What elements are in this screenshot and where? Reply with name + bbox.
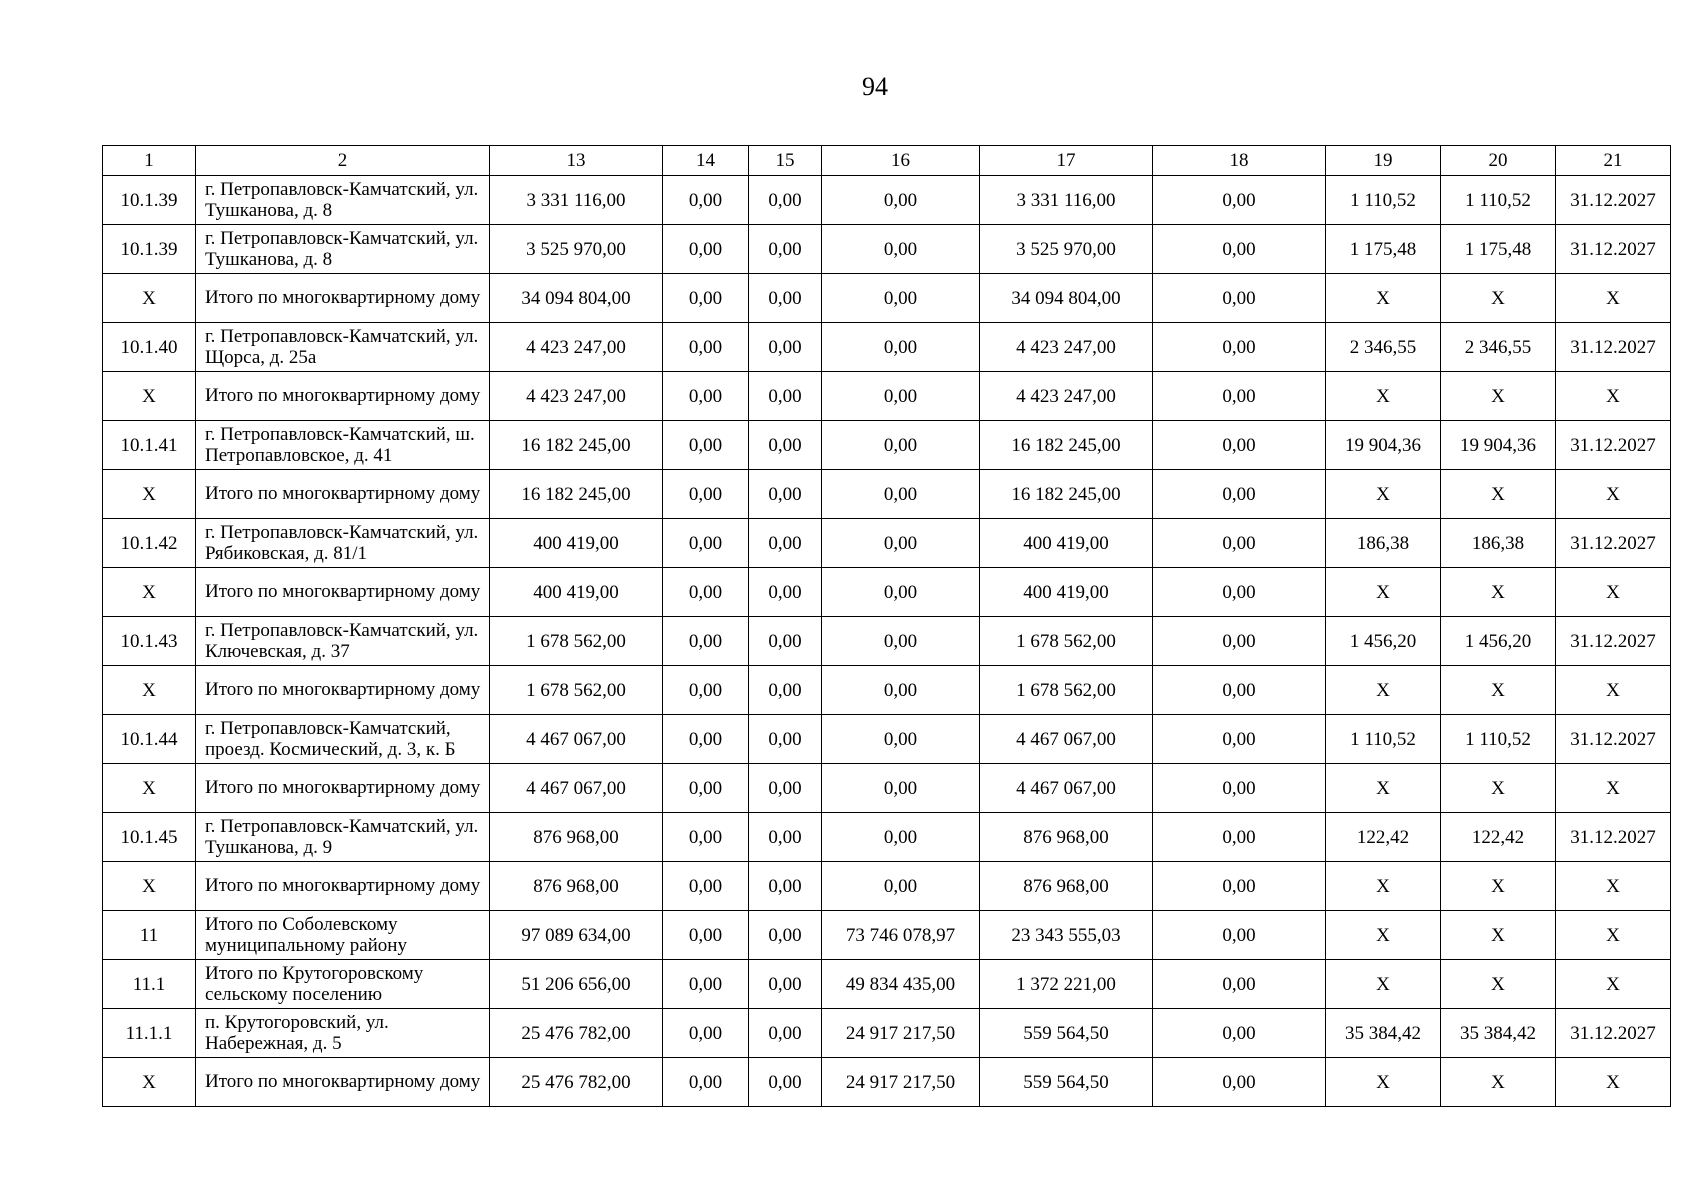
table-cell-col-19: 1 456,20 — [1326, 617, 1441, 666]
table-cell-col-21: Х — [1556, 274, 1671, 323]
table-cell-col-15: 0,00 — [749, 1058, 822, 1107]
table-row — [103, 470, 1671, 519]
table-cell-col-15: 0,00 — [749, 715, 822, 764]
table-row — [103, 274, 1671, 323]
table-cell-col-18: 0,00 — [1153, 960, 1326, 1009]
table-cell-col-2: Итого по многоквартирному дому — [196, 470, 490, 519]
table-cell-col-2: г. Петропавловск-Камчатский, ул. Тушканова, д. 9 — [196, 813, 490, 862]
header-cell-col-19: 19 — [1326, 146, 1441, 176]
table-cell-col-18: 0,00 — [1153, 372, 1326, 421]
table-row — [103, 1009, 1671, 1058]
table-cell-col-16: 0,00 — [822, 372, 980, 421]
table-cell-col-18: 0,00 — [1153, 274, 1326, 323]
table-cell-col-2: Итого по многоквартирному дому — [196, 764, 490, 813]
table-cell-col-20: Х — [1441, 764, 1556, 813]
table-cell-col-16: 73 746 078,97 — [822, 911, 980, 960]
table-cell-col-1: 10.1.42 — [103, 519, 196, 568]
table-cell-col-20: Х — [1441, 960, 1556, 1009]
table-cell-col-1: Х — [103, 862, 196, 911]
table-cell-col-19: 2 346,55 — [1326, 323, 1441, 372]
table-cell-col-21: 31.12.2027 — [1556, 519, 1671, 568]
table-cell-col-1: 10.1.45 — [103, 813, 196, 862]
table-cell-col-17: 23 343 555,03 — [980, 911, 1153, 960]
table-cell-col-16: 0,00 — [822, 323, 980, 372]
table-cell-col-14: 0,00 — [663, 862, 749, 911]
table-cell-col-18: 0,00 — [1153, 862, 1326, 911]
table-cell-col-1: Х — [103, 568, 196, 617]
header-cell-col-21: 21 — [1556, 146, 1671, 176]
table-cell-col-16: 0,00 — [822, 666, 980, 715]
table-cell-col-14: 0,00 — [663, 274, 749, 323]
table-cell-col-14: 0,00 — [663, 813, 749, 862]
table-cell-col-21: Х — [1556, 568, 1671, 617]
table-cell-col-20: Х — [1441, 470, 1556, 519]
table-cell-col-1: 10.1.44 — [103, 715, 196, 764]
table-cell-col-19: 1 110,52 — [1326, 715, 1441, 764]
table-cell-col-21: 31.12.2027 — [1556, 617, 1671, 666]
table-cell-col-15: 0,00 — [749, 470, 822, 519]
table-cell-col-2: Итого по многоквартирному дому — [196, 372, 490, 421]
table-header-row — [103, 146, 1671, 176]
table-cell-col-21: Х — [1556, 764, 1671, 813]
table-cell-col-2: г. Петропавловск-Камчатский, ул. Щорса, д. 25а — [196, 323, 490, 372]
table-cell-col-19: Х — [1326, 274, 1441, 323]
table-row — [103, 960, 1671, 1009]
table-cell-col-2: Итого по многоквартирному дому — [196, 568, 490, 617]
table-cell-col-21: 31.12.2027 — [1556, 421, 1671, 470]
table-cell-col-13: 4 467 067,00 — [490, 764, 663, 813]
table-cell-col-18: 0,00 — [1153, 666, 1326, 715]
table-cell-col-13: 1 678 562,00 — [490, 666, 663, 715]
page-number: 94 — [862, 72, 888, 101]
table-cell-col-21: Х — [1556, 862, 1671, 911]
table-cell-col-19: 122,42 — [1326, 813, 1441, 862]
table-cell-col-1: 10.1.39 — [103, 225, 196, 274]
table-cell-col-14: 0,00 — [663, 1009, 749, 1058]
table-cell-col-15: 0,00 — [749, 519, 822, 568]
table-cell-col-16: 0,00 — [822, 274, 980, 323]
table-cell-col-13: 25 476 782,00 — [490, 1009, 663, 1058]
table-row — [103, 666, 1671, 715]
table-cell-col-2: г. Петропавловск-Камчатский, ул. Рябиковская, д. 81/1 — [196, 519, 490, 568]
table-cell-col-17: 1 372 221,00 — [980, 960, 1153, 1009]
table-cell-col-18: 0,00 — [1153, 1009, 1326, 1058]
table-cell-col-15: 0,00 — [749, 960, 822, 1009]
table-cell-col-13: 97 089 634,00 — [490, 911, 663, 960]
table-cell-col-18: 0,00 — [1153, 568, 1326, 617]
table-cell-col-15: 0,00 — [749, 1009, 822, 1058]
table-cell-col-15: 0,00 — [749, 421, 822, 470]
table-cell-col-1: Х — [103, 764, 196, 813]
table-cell-col-17: 400 419,00 — [980, 519, 1153, 568]
table-cell-col-21: Х — [1556, 911, 1671, 960]
table-cell-col-18: 0,00 — [1153, 813, 1326, 862]
table-cell-col-1: Х — [103, 1058, 196, 1107]
table-cell-col-17: 1 678 562,00 — [980, 617, 1153, 666]
table-cell-col-2: Итого по многоквартирному дому — [196, 666, 490, 715]
table-cell-col-15: 0,00 — [749, 225, 822, 274]
table-cell-col-17: 4 467 067,00 — [980, 764, 1153, 813]
table-row — [103, 862, 1671, 911]
table-cell-col-16: 0,00 — [822, 421, 980, 470]
table-cell-col-2: г. Петропавловск-Камчатский, ш. Петропавловское, д. 41 — [196, 421, 490, 470]
budget-table — [102, 145, 1671, 1107]
table-cell-col-1: Х — [103, 372, 196, 421]
table-cell-col-16: 24 917 217,50 — [822, 1058, 980, 1107]
table-cell-col-18: 0,00 — [1153, 470, 1326, 519]
table-cell-col-15: 0,00 — [749, 617, 822, 666]
table-cell-col-17: 876 968,00 — [980, 862, 1153, 911]
table-cell-col-1: Х — [103, 470, 196, 519]
table-cell-col-17: 16 182 245,00 — [980, 470, 1153, 519]
header-cell-col-18: 18 — [1153, 146, 1326, 176]
table-row — [103, 568, 1671, 617]
table-cell-col-14: 0,00 — [663, 617, 749, 666]
table-cell-col-18: 0,00 — [1153, 911, 1326, 960]
table-cell-col-18: 0,00 — [1153, 519, 1326, 568]
table-cell-col-1: 10.1.41 — [103, 421, 196, 470]
table-cell-col-16: 0,00 — [822, 813, 980, 862]
table-cell-col-2: Итого по многоквартирному дому — [196, 274, 490, 323]
table-cell-col-14: 0,00 — [663, 323, 749, 372]
table-cell-col-20: Х — [1441, 274, 1556, 323]
table-cell-col-18: 0,00 — [1153, 617, 1326, 666]
table-cell-col-21: Х — [1556, 1058, 1671, 1107]
table-cell-col-20: Х — [1441, 372, 1556, 421]
table-cell-col-19: Х — [1326, 568, 1441, 617]
table-cell-col-14: 0,00 — [663, 372, 749, 421]
table-cell-col-15: 0,00 — [749, 862, 822, 911]
table-cell-col-18: 0,00 — [1153, 176, 1326, 225]
table-cell-col-21: Х — [1556, 960, 1671, 1009]
header-cell-col-1: 1 — [103, 146, 196, 176]
table-cell-col-16: 0,00 — [822, 715, 980, 764]
table-cell-col-15: 0,00 — [749, 764, 822, 813]
table-cell-col-1: 10.1.39 — [103, 176, 196, 225]
table-cell-col-13: 876 968,00 — [490, 862, 663, 911]
table-cell-col-20: 1 110,52 — [1441, 715, 1556, 764]
table-cell-col-17: 1 678 562,00 — [980, 666, 1153, 715]
table-cell-col-15: 0,00 — [749, 568, 822, 617]
table-cell-col-19: 186,38 — [1326, 519, 1441, 568]
table-cell-col-14: 0,00 — [663, 470, 749, 519]
table-cell-col-17: 3 525 970,00 — [980, 225, 1153, 274]
table-cell-col-20: 19 904,36 — [1441, 421, 1556, 470]
table-cell-col-21: Х — [1556, 666, 1671, 715]
table-cell-col-18: 0,00 — [1153, 1058, 1326, 1107]
table-cell-col-14: 0,00 — [663, 666, 749, 715]
table-cell-col-2: г. Петропавловск-Камчатский, ул. Тушканова, д. 8 — [196, 176, 490, 225]
table-cell-col-19: Х — [1326, 372, 1441, 421]
table-cell-col-13: 3 331 116,00 — [490, 176, 663, 225]
table-cell-col-21: 31.12.2027 — [1556, 715, 1671, 764]
table-cell-col-16: 0,00 — [822, 862, 980, 911]
table-cell-col-1: 11.1.1 — [103, 1009, 196, 1058]
table-cell-col-14: 0,00 — [663, 1058, 749, 1107]
table-cell-col-13: 400 419,00 — [490, 519, 663, 568]
table-cell-col-19: Х — [1326, 960, 1441, 1009]
header-cell-col-13: 13 — [490, 146, 663, 176]
table-cell-col-2: Итого по многоквартирному дому — [196, 1058, 490, 1107]
table-cell-col-13: 876 968,00 — [490, 813, 663, 862]
table-cell-col-15: 0,00 — [749, 274, 822, 323]
table-row — [103, 764, 1671, 813]
header-cell-col-20: 20 — [1441, 146, 1556, 176]
table-cell-col-13: 4 423 247,00 — [490, 323, 663, 372]
table-cell-col-17: 559 564,50 — [980, 1009, 1153, 1058]
table-row — [103, 813, 1671, 862]
table-cell-col-17: 4 423 247,00 — [980, 323, 1153, 372]
table-cell-col-17: 3 331 116,00 — [980, 176, 1153, 225]
table-cell-col-21: 31.12.2027 — [1556, 323, 1671, 372]
table-cell-col-14: 0,00 — [663, 960, 749, 1009]
table-cell-col-20: Х — [1441, 1058, 1556, 1107]
table-cell-col-13: 16 182 245,00 — [490, 470, 663, 519]
header-cell-col-2: 2 — [196, 146, 490, 176]
table-cell-col-14: 0,00 — [663, 764, 749, 813]
table-cell-col-17: 16 182 245,00 — [980, 421, 1153, 470]
table-row — [103, 372, 1671, 421]
table-cell-col-2: Итого по многоквартирному дому — [196, 862, 490, 911]
table-cell-col-16: 49 834 435,00 — [822, 960, 980, 1009]
table-cell-col-19: Х — [1326, 666, 1441, 715]
table-body — [103, 146, 1671, 1107]
table-cell-col-2: г. Петропавловск-Камчатский, проезд. Космический, д. 3, к. Б — [196, 715, 490, 764]
table-cell-col-20: 1 456,20 — [1441, 617, 1556, 666]
table-row — [103, 176, 1671, 225]
table-cell-col-15: 0,00 — [749, 176, 822, 225]
table-cell-col-17: 4 467 067,00 — [980, 715, 1153, 764]
table-cell-col-20: Х — [1441, 911, 1556, 960]
table-cell-col-13: 25 476 782,00 — [490, 1058, 663, 1107]
table-row — [103, 911, 1671, 960]
table-cell-col-17: 400 419,00 — [980, 568, 1153, 617]
table-cell-col-17: 4 423 247,00 — [980, 372, 1153, 421]
table-cell-col-19: Х — [1326, 862, 1441, 911]
table-cell-col-15: 0,00 — [749, 911, 822, 960]
table-cell-col-15: 0,00 — [749, 323, 822, 372]
table-cell-col-19: 1 175,48 — [1326, 225, 1441, 274]
table-cell-col-14: 0,00 — [663, 176, 749, 225]
table-cell-col-15: 0,00 — [749, 372, 822, 421]
table-cell-col-21: Х — [1556, 372, 1671, 421]
table-cell-col-20: 2 346,55 — [1441, 323, 1556, 372]
table-cell-col-14: 0,00 — [663, 519, 749, 568]
table-cell-col-20: Х — [1441, 862, 1556, 911]
table-cell-col-19: Х — [1326, 764, 1441, 813]
table-cell-col-20: 1 175,48 — [1441, 225, 1556, 274]
table-row — [103, 225, 1671, 274]
table-cell-col-19: 19 904,36 — [1326, 421, 1441, 470]
table-cell-col-14: 0,00 — [663, 911, 749, 960]
table-cell-col-16: 0,00 — [822, 519, 980, 568]
table-row — [103, 323, 1671, 372]
table-cell-col-13: 400 419,00 — [490, 568, 663, 617]
table-cell-col-20: 186,38 — [1441, 519, 1556, 568]
table-cell-col-18: 0,00 — [1153, 225, 1326, 274]
table-cell-col-16: 0,00 — [822, 617, 980, 666]
table-row — [103, 421, 1671, 470]
table-cell-col-13: 16 182 245,00 — [490, 421, 663, 470]
table-cell-col-19: 35 384,42 — [1326, 1009, 1441, 1058]
table-cell-col-18: 0,00 — [1153, 715, 1326, 764]
table-cell-col-15: 0,00 — [749, 813, 822, 862]
table-cell-col-1: 10.1.40 — [103, 323, 196, 372]
table-cell-col-20: 35 384,42 — [1441, 1009, 1556, 1058]
table-cell-col-20: Х — [1441, 666, 1556, 715]
table-cell-col-20: 1 110,52 — [1441, 176, 1556, 225]
table-cell-col-21: 31.12.2027 — [1556, 1009, 1671, 1058]
table-cell-col-14: 0,00 — [663, 225, 749, 274]
table-cell-col-16: 0,00 — [822, 764, 980, 813]
table-cell-col-1: Х — [103, 666, 196, 715]
table-cell-col-2: п. Крутогоровский, ул. Набережная, д. 5 — [196, 1009, 490, 1058]
table-cell-col-14: 0,00 — [663, 715, 749, 764]
table-cell-col-13: 4 423 247,00 — [490, 372, 663, 421]
table-cell-col-13: 3 525 970,00 — [490, 225, 663, 274]
header-cell-col-17: 17 — [980, 146, 1153, 176]
table-cell-col-1: Х — [103, 274, 196, 323]
table-cell-col-18: 0,00 — [1153, 764, 1326, 813]
table-cell-col-21: 31.12.2027 — [1556, 176, 1671, 225]
table-row — [103, 617, 1671, 666]
table-cell-col-13: 51 206 656,00 — [490, 960, 663, 1009]
table-cell-col-19: Х — [1326, 1058, 1441, 1107]
table-cell-col-19: Х — [1326, 470, 1441, 519]
table-cell-col-17: 559 564,50 — [980, 1058, 1153, 1107]
table-cell-col-16: 0,00 — [822, 176, 980, 225]
table-cell-col-16: 0,00 — [822, 470, 980, 519]
table-cell-col-2: г. Петропавловск-Камчатский, ул. Тушканова, д. 8 — [196, 225, 490, 274]
table-cell-col-1: 10.1.43 — [103, 617, 196, 666]
table-cell-col-19: 1 110,52 — [1326, 176, 1441, 225]
table-cell-col-1: 11 — [103, 911, 196, 960]
table-cell-col-18: 0,00 — [1153, 421, 1326, 470]
header-cell-col-14: 14 — [663, 146, 749, 176]
table-cell-col-13: 4 467 067,00 — [490, 715, 663, 764]
table-cell-col-17: 876 968,00 — [980, 813, 1153, 862]
table-cell-col-13: 1 678 562,00 — [490, 617, 663, 666]
table-cell-col-17: 34 094 804,00 — [980, 274, 1153, 323]
table-cell-col-21: Х — [1556, 470, 1671, 519]
table-cell-col-16: 0,00 — [822, 225, 980, 274]
table-cell-col-19: Х — [1326, 911, 1441, 960]
table-cell-col-2: г. Петропавловск-Камчатский, ул. Ключевская, д. 37 — [196, 617, 490, 666]
table-cell-col-2: Итого по Соболевскому муниципальному району — [196, 911, 490, 960]
table-cell-col-16: 24 917 217,50 — [822, 1009, 980, 1058]
header-cell-col-15: 15 — [749, 146, 822, 176]
table-cell-col-2: Итого по Крутогоровскому сельскому поселению — [196, 960, 490, 1009]
table-row — [103, 1058, 1671, 1107]
table-cell-col-14: 0,00 — [663, 568, 749, 617]
table-cell-col-13: 34 094 804,00 — [490, 274, 663, 323]
table-cell-col-15: 0,00 — [749, 666, 822, 715]
table-cell-col-21: 31.12.2027 — [1556, 225, 1671, 274]
header-cell-col-16: 16 — [822, 146, 980, 176]
table-cell-col-1: 11.1 — [103, 960, 196, 1009]
table-cell-col-14: 0,00 — [663, 421, 749, 470]
table-cell-col-18: 0,00 — [1153, 323, 1326, 372]
table-cell-col-20: 122,42 — [1441, 813, 1556, 862]
table-cell-col-20: Х — [1441, 568, 1556, 617]
table-row — [103, 519, 1671, 568]
table-row — [103, 715, 1671, 764]
table-cell-col-21: 31.12.2027 — [1556, 813, 1671, 862]
table-cell-col-16: 0,00 — [822, 568, 980, 617]
